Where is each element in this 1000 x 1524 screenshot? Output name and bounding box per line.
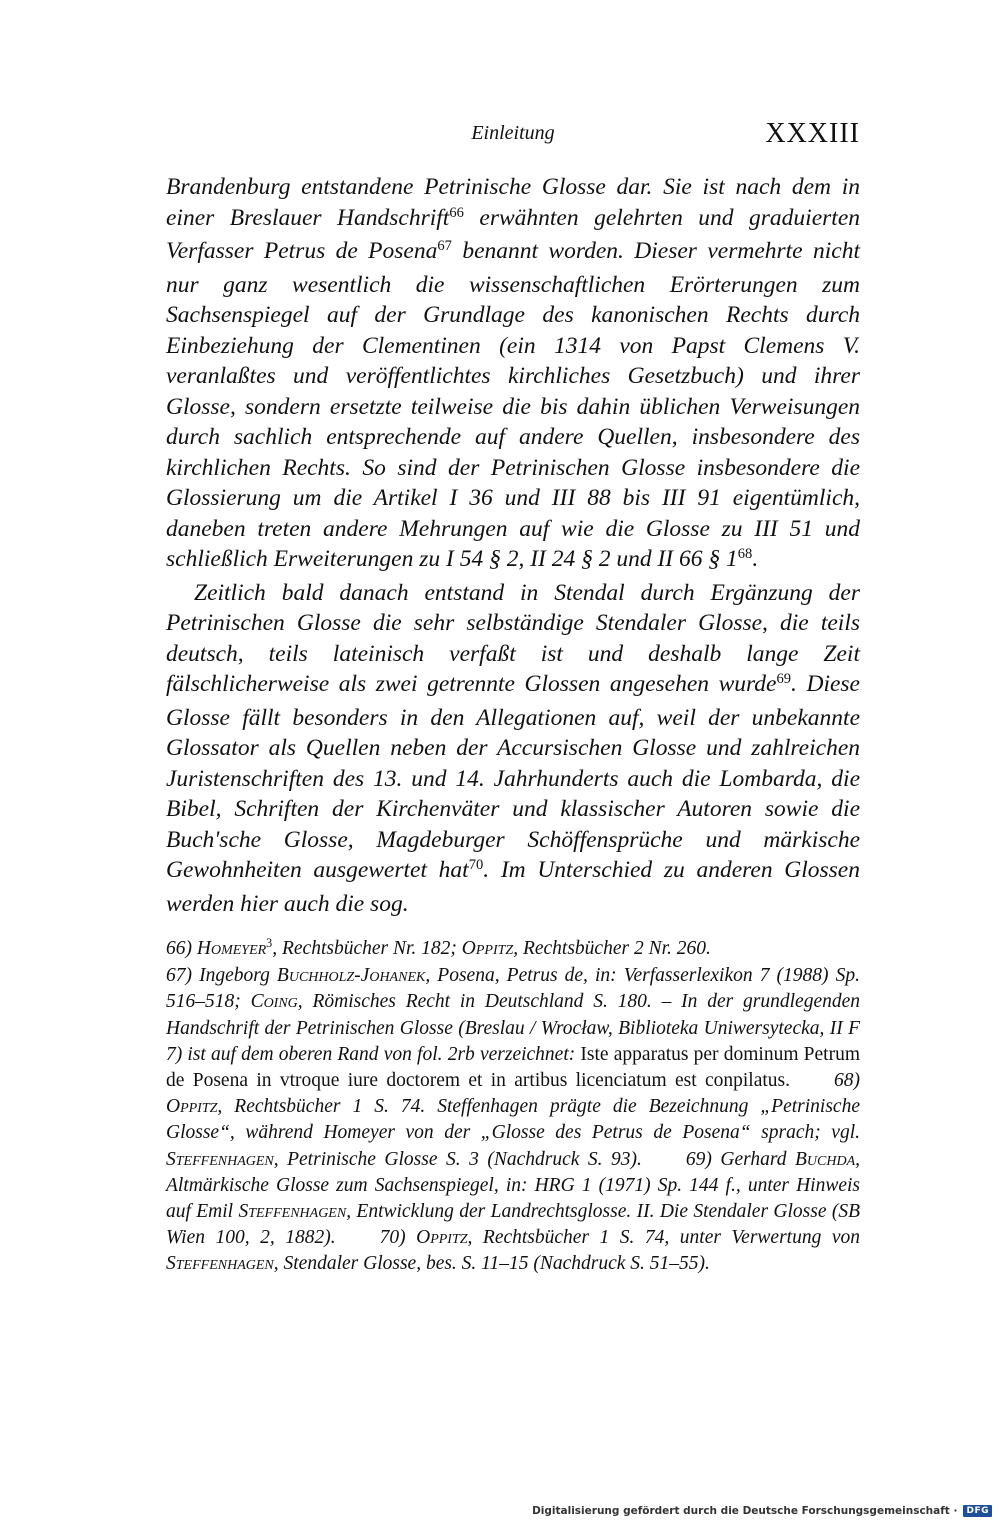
author-name: Oppitz [166,1096,218,1118]
citation-text: , Rechtsbücher 2 Nr. 260. [513,938,711,959]
latin-quotation: Iste apparatus per dominum Petrum de Posena in vtroque iure doctorem et in artibus licenciatum est conpilatus. [166,1043,860,1092]
citation-text: , Römisches Recht in Deutschland S. 180. – In der grundlegenden Handschrift der Petrinischen Glosse (Breslau / Wrocław, Biblioteka Uniwersytecka, II F 7) ist auf dem oberen Rand von fol. 2rb verzeichnet: [166,991,860,1065]
author-name: Buchda [794,1148,856,1170]
text-run: Brandenburg entstandene Petrinische Glosse dar. Sie ist nach dem in einer Breslauer Handschrift [166,174,860,231]
citation-text: 67) Ingeborg [166,965,277,987]
citation-text: , Altmärkische Glosse zum Sachsenspiegel, in: HRG 1 (1971) Sp. 144 f., unter Hinweis auf Emil [166,1148,860,1223]
footnote-ref-69[interactable]: 69 [776,671,792,687]
author-name: Buchholz-Johanek [276,965,426,987]
author-name: Homeyer [196,938,267,959]
digitization-credit [532,1502,992,1520]
footnotes [166,936,860,1278]
text-run: . [752,546,759,572]
paragraph-1 [166,172,860,578]
author-name: Steffenhagen [166,1253,274,1275]
text-run: benannt worden. Dieser vermehrte nicht nur ganz wesentlich die wissenschaftlichen Erörterungen zum Sachsenspiegel auf der Grundlage des kanonischen Rechts durch Einbeziehung der Clementinen (ein 1314 von Papst Clemens V. veranlaßtes und veröffentlichtes kirchliches Gesetzbuch) und ihrer Glosse, sondern ersetzte teilweise die bis dahin üblichen Verweisungen durch sachlich entsprechende auf andere Quellen, insbesondere des kirchlichen Rechts. So sind der Petrinischen Glosse insbesondere die Glossierung um die Artikel I 36 und III 88 bis III 91 eigentümlich, daneben treten andere Mehrungen auf wie die Glosse zu III 51 und schließlich Erweiterungen zu I 54 § 2, II 24 § 2 und II 66 § 1 [166,238,860,572]
footnote-66 [166,936,860,963]
text-run: . Diese Glosse fällt besonders in den Allegationen auf, weil der unbekannte Glossator als Quellen neben der Accursischen Glosse und zahlreichen Juristenschriften des 13. und 14. Jahrhunderts auch die Lombarda, die Bibel, Schriften der Kirchenväter und klassischer Autoren sowie die Buch'sche Glosse, Magdeburger Schöffensprüche und märkische Gewohnheiten ausgewertet hat [166,671,860,883]
edition-superscript: 3 [266,936,273,951]
author-name: Steffenhagen [238,1201,347,1223]
running-title: Einleitung [471,122,555,144]
citation-text: , Rechtsbücher Nr. 182; [272,938,462,959]
citation-text: , Stendaler Glosse, bes. S. 11–15 (Nachdruck S. 51–55). [273,1253,710,1275]
footnote-ref-66[interactable]: 66 [449,204,464,221]
author-name: Oppitz [461,938,514,959]
footnote-number: 70) [379,1227,417,1249]
author-name: Coing [250,991,298,1013]
citation-text: , Posena, Petrus de, in: Verfasserlexikon 7 (1988) Sp. 516–518; [166,965,860,1013]
main-text [166,172,860,919]
text-run: . Im Unterschied zu anderen Glossen werden hier auch die sog. [166,857,860,917]
text-run: Zeitlich bald danach entstand in Stendal durch Ergänzung der Petrinischen Glosse die sehr selbständige Stendaler Glosse, die teils deutsch, teils lateinisch verfaßt ist und deshalb lange Zeit fälschlicherweise als zwei getrennte Glossen angesehen wurde [166,579,860,697]
page-number: XXXIII [765,118,860,149]
footnote-ref-70[interactable]: 70 [468,857,484,873]
author-name: Steffenhagen [166,1148,274,1170]
citation-text: , Rechtsbücher 1 S. 74, unter Verwertung von [467,1227,861,1249]
page-header [166,118,860,158]
footnote-ref-67[interactable]: 67 [437,238,452,254]
footnote-number: 68) [834,1070,860,1092]
footnote-number: 66) [166,938,197,959]
footnote-67 [166,963,860,1277]
citation-text: , Entwicklung der Landrechtsglosse. II. Die Stendaler Glosse (SB Wien 100, 2, 1882). [166,1201,860,1249]
citation-text: , Petrinische Glosse S. 3 (Nachdruck S. 93). [273,1148,642,1170]
footnote-number: 69) Gerhard [685,1148,795,1170]
credit-text: Digitalisierung gefördert durch die Deutsche Forschungsgemeinschaft · [532,1505,958,1517]
footnote-ref-68[interactable]: 68 [737,546,753,562]
citation-text: , Rechtsbücher 1 S. 74. Steffenhagen prägte die Bezeichnung „Petrinische Glosse“, während Homeyer von der „Glosse des Petrus de Posena“ sprach; vgl. [166,1096,860,1144]
author-name: Oppitz [416,1227,468,1249]
text-run: erwähnten gelehrten und graduierten Verfasser Petrus de Posena [166,204,860,264]
dfg-logo-icon: DFG [963,1505,992,1517]
paragraph-2 [166,578,860,920]
